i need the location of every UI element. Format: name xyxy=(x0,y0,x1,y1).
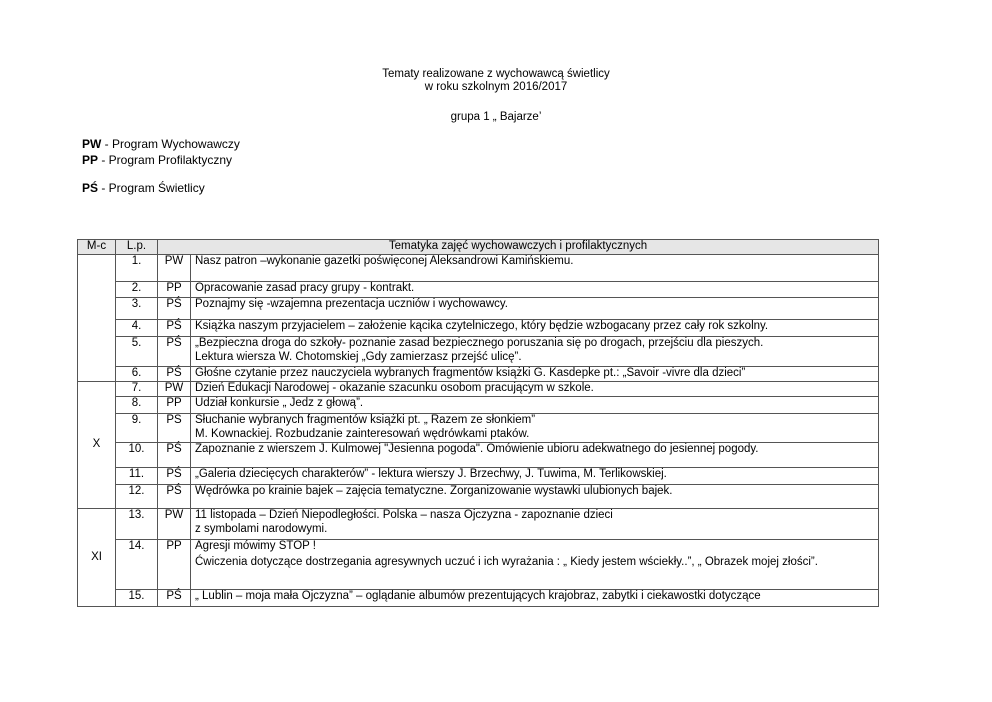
legend-pp xyxy=(82,153,232,167)
month-cell-x: X xyxy=(78,382,116,509)
lp-cell: 13. xyxy=(116,509,158,540)
lp-cell: 8. xyxy=(116,397,158,414)
month-cell-xi: XI xyxy=(78,509,116,607)
table-header xyxy=(78,240,879,255)
legend-text: - Program Profilaktyczny xyxy=(98,153,233,167)
program-cell: PW xyxy=(158,255,191,282)
table-row xyxy=(78,255,879,282)
legend-text: - Program Świetlicy xyxy=(98,181,205,195)
topic-cell: Zapoznanie z wierszem J. Kulmowej "Jesienna pogoda". Omówienie ubioru adekwatnego do jesiennej pogody. xyxy=(191,443,879,468)
program-cell: PW xyxy=(158,382,191,397)
topics-table xyxy=(77,239,879,607)
topic-cell: „ Lublin – moja mała Ojczyzna” – oglądanie albumów prezentujących krajobraz, zabytki i ciekawostki dotyczące xyxy=(191,590,879,607)
lp-cell: 12. xyxy=(116,485,158,509)
topic-cell: Opracowanie zasad pracy grupy - kontrakt. xyxy=(191,282,879,298)
topic-cell xyxy=(191,337,879,367)
lp-cell: 1. xyxy=(116,255,158,282)
lp-cell: 5. xyxy=(116,337,158,367)
table-row xyxy=(78,382,879,397)
topic-cell xyxy=(191,509,879,540)
topic-line: Ćwiczenia dotyczące dostrzegania agresywnych uczuć i ich wyrażania : „ Kiedy jestem wściekły..”, „ Obrazek mojej złości”. xyxy=(195,555,818,568)
header-lp: L.p. xyxy=(116,240,158,255)
lp-cell: 15. xyxy=(116,590,158,607)
program-cell: PŚ xyxy=(158,468,191,485)
table-row xyxy=(78,337,879,367)
lp-cell: 2. xyxy=(116,282,158,298)
document-title xyxy=(0,68,992,94)
topic-cell: Książka naszym przyjacielem – założenie kącika czytelniczego, który będzie wzbogacany przez cały rok szkolny. xyxy=(191,320,879,337)
table-row xyxy=(78,485,879,509)
table-row xyxy=(78,414,879,443)
topic-line: Słuchanie wybranych fragmentów książki pt. „ Razem ze słonkiem” xyxy=(195,414,536,426)
table-row xyxy=(78,320,879,337)
lp-cell: 11. xyxy=(116,468,158,485)
table-row xyxy=(78,298,879,320)
lp-cell: 4. xyxy=(116,320,158,337)
program-cell: PŚ xyxy=(158,320,191,337)
program-cell: PŚ xyxy=(158,590,191,607)
lp-cell: 3. xyxy=(116,298,158,320)
title-line-2: w roku szkolnym 2016/2017 xyxy=(424,81,568,93)
program-cell: PŚ xyxy=(158,485,191,509)
program-cell: PP xyxy=(158,540,191,590)
legend-code: PP xyxy=(82,153,99,167)
topic-line: M. Kownackiej. Rozbudzanie zainteresowań wędrówkami ptaków. xyxy=(195,427,530,440)
title-line-1: Tematy realizowane z wychowawcą świetlicy xyxy=(382,68,610,80)
topic-cell: Udział konkursie „ Jedz z głową”. xyxy=(191,397,879,414)
header-month: M-c xyxy=(78,240,116,255)
table-row xyxy=(78,468,879,485)
program-cell: PŚ xyxy=(158,298,191,320)
legend-ps xyxy=(82,181,205,195)
lp-cell: 7. xyxy=(116,382,158,397)
table-row xyxy=(78,443,879,468)
program-cell: PŚ xyxy=(158,443,191,468)
topic-cell xyxy=(191,414,879,443)
table-row xyxy=(78,282,879,298)
topic-cell: Poznajmy się -wzajemna prezentacja uczniów i wychowawcy. xyxy=(191,298,879,320)
table-row xyxy=(78,397,879,414)
legend-pw xyxy=(82,137,240,151)
group-name: grupa 1 „ Bajarze’ xyxy=(450,111,542,123)
lp-cell: 10. xyxy=(116,443,158,468)
program-cell: PŚ xyxy=(158,367,191,382)
topic-line: z symbolami narodowymi. xyxy=(195,522,328,535)
table-row xyxy=(78,540,879,590)
lp-cell: 14. xyxy=(116,540,158,590)
lp-cell: 9. xyxy=(116,414,158,443)
program-cell: PP xyxy=(158,282,191,298)
table-row xyxy=(78,590,879,607)
topic-line: 11 listopada – Dzień Niepodległości. Polska – nasza Ojczyzna - zapoznanie dzieci xyxy=(195,509,613,521)
program-cell: PW xyxy=(158,509,191,540)
legend-text: - Program Wychowawczy xyxy=(101,137,240,151)
topic-cell: „Galeria dziecięcych charakterów” - lektura wierszy J. Brzechwy, J. Tuwima, M. Terlikowskiej. xyxy=(191,468,879,485)
topic-cell: Nasz patron –wykonanie gazetki poświęconej Aleksandrowi Kamińskiemu. xyxy=(191,255,879,282)
legend-code: PW xyxy=(82,137,102,151)
topic-cell xyxy=(191,540,879,590)
legend-code: PŚ xyxy=(82,181,99,195)
lp-cell: 6. xyxy=(116,367,158,382)
program-cell: PS xyxy=(158,414,191,443)
table-row xyxy=(78,509,879,540)
topic-line: Lektura wiersza W. Chotomskiej „Gdy zamierzasz przejść ulicę”. xyxy=(195,350,522,363)
header-topic: Tematyka zajęć wychowawczych i profilaktycznych xyxy=(158,240,879,255)
program-cell: PP xyxy=(158,397,191,414)
program-cell: PŚ xyxy=(158,337,191,367)
topic-line: „Bezpieczna droga do szkoły- poznanie zasad bezpiecznego poruszania się po drogach, przejściu dla pieszych. xyxy=(195,337,764,349)
topic-cell: Dzień Edukacji Narodowej - okazanie szacunku osobom pracującym w szkole. xyxy=(191,382,879,397)
topic-cell: Wędrówka po krainie bajek – zajęcia tematyczne. Zorganizowanie wystawki ulubionych bajek. xyxy=(191,485,879,509)
month-cell-blank xyxy=(78,255,116,382)
topic-line: Agresji mówimy STOP ! xyxy=(195,540,316,552)
table-row xyxy=(78,367,879,382)
topic-cell: Głośne czytanie przez nauczyciela wybranych fragmentów książki G. Kasdepke pt.: „Savoir -vivre dla dzieci” xyxy=(191,367,879,382)
